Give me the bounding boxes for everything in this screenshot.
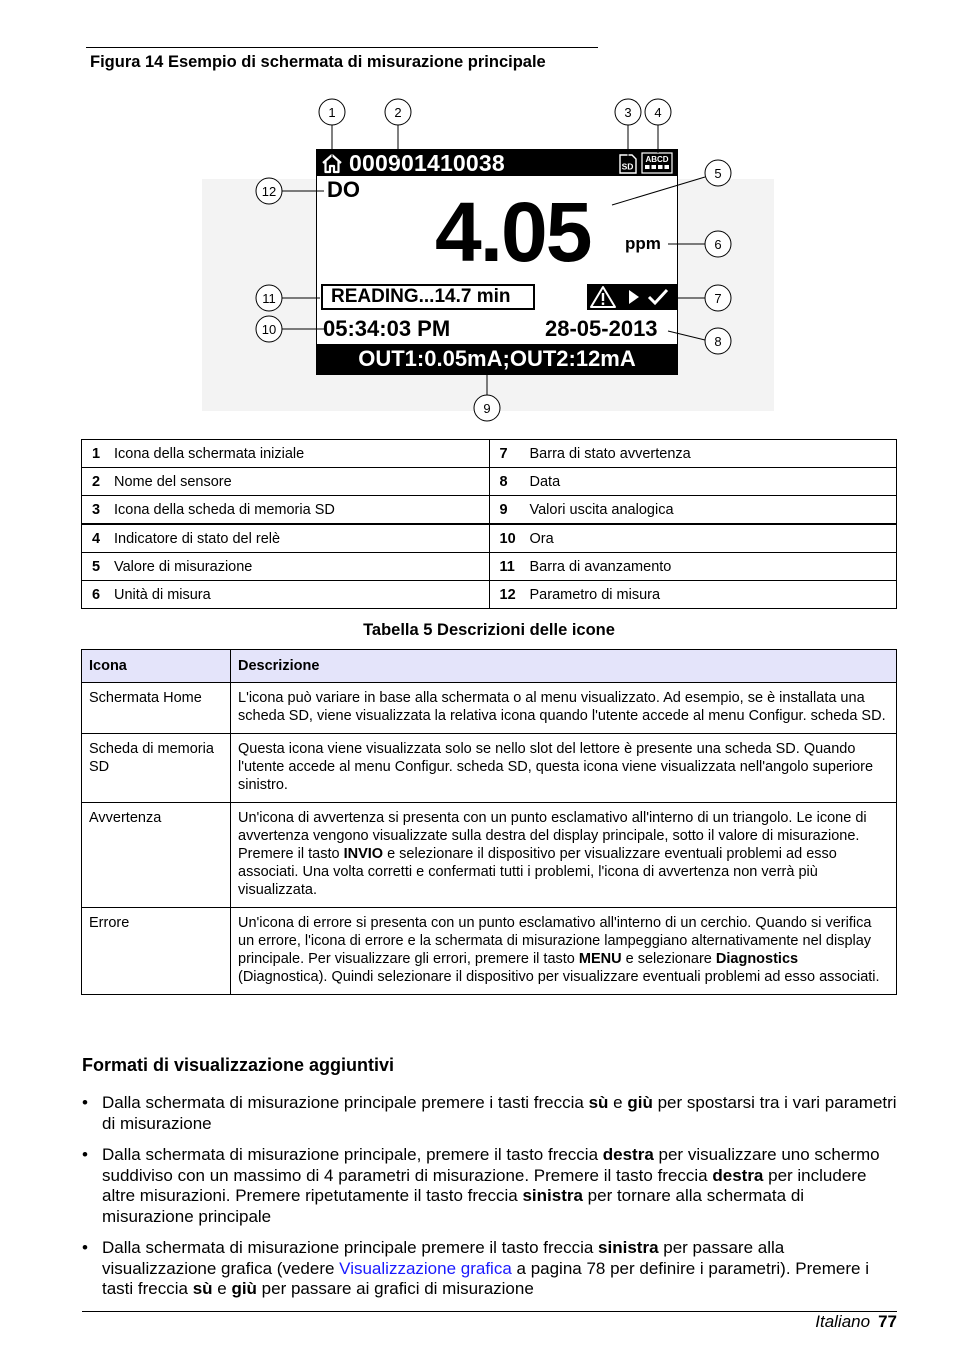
- callout-label: 3: [624, 105, 632, 120]
- text-run: Un'icona di errore si presenta con un punto esclamativo all'interno di un cerchio. Quando si verifica un errore, l'icona di errore e la schermata di misurazione lampeggiano alternativamente nel display principale. Per visualizzare gli errori, premere il tasto: [238, 915, 872, 967]
- legend-cell: [82, 440, 490, 468]
- bold-text: destra: [602, 1145, 654, 1164]
- table-5-title: Tabella 5 Descrizioni delle icone: [363, 621, 615, 639]
- legend-number: 3: [92, 501, 101, 518]
- text-run: Questa icona viene visualizzata solo se nello slot del lettore è presente una scheda SD. Quando l'utente accede al menu Configur. scheda SD, questa icona viene visualizzata nell'angolo superiore sinistro.: [238, 741, 874, 793]
- legend-number: 6: [92, 586, 101, 603]
- legend-number: 5: [92, 558, 101, 575]
- legend-cell: [489, 553, 897, 581]
- bullet-list: [82, 1093, 897, 1311]
- text-run: per passare alla visualizzazione grafica (vedere: [102, 1238, 785, 1278]
- callout-label: 1: [328, 105, 336, 120]
- icon-description-cell: [231, 734, 897, 803]
- cross-reference-link[interactable]: Visualizzazione grafica: [339, 1258, 512, 1278]
- text-run: (Diagnostica). Quindi selezionare il dispositivo per visualizzare eventuali problemi ad esso associati.: [238, 969, 880, 985]
- legend-number: 11: [499, 558, 515, 575]
- callout-label: 5: [714, 166, 722, 181]
- legend-cell: [82, 524, 490, 553]
- legend-table: [81, 439, 897, 609]
- callout-label: 2: [394, 105, 402, 120]
- measurement-parameter: DO: [327, 177, 360, 202]
- text-run: Dalla schermata di misurazione principale premere il tasto freccia: [102, 1238, 599, 1257]
- legend-text: Valore di misurazione: [114, 558, 253, 575]
- icon-description-cell: [231, 803, 897, 908]
- callout-label: 4: [654, 105, 662, 120]
- legend-number: 8: [499, 473, 508, 490]
- legend-cell: [82, 496, 490, 525]
- legend-number: 2: [92, 473, 101, 490]
- bold-text: MENU: [578, 951, 622, 967]
- progress-bar: READING...14.7 min: [321, 284, 535, 310]
- callout-label: 6: [714, 237, 722, 252]
- header-icon: Icona: [82, 650, 231, 683]
- legend-number: 9: [499, 501, 508, 518]
- header-description: Descrizione: [231, 650, 897, 683]
- analog-output-bar: OUT1:0.05mA;OUT2:12mA: [317, 344, 677, 374]
- legend-text: Unità di misura: [114, 586, 211, 603]
- bullet-item: [82, 1093, 897, 1134]
- callout-label: 9: [483, 401, 491, 416]
- bold-text: giù: [231, 1279, 257, 1298]
- bold-text: INVIO: [343, 846, 384, 862]
- icons-table-row: [82, 803, 897, 908]
- icons-table: [81, 649, 897, 995]
- sensor-name: 000901410038: [349, 150, 505, 176]
- legend-row: [82, 553, 897, 581]
- icons-table-row: [82, 683, 897, 734]
- legend-cell: [489, 468, 897, 496]
- legend-cell: [82, 468, 490, 496]
- icons-table-row: [82, 734, 897, 803]
- bold-text: sinistra: [522, 1186, 583, 1205]
- legend-number: 4: [92, 530, 101, 547]
- icon-description-cell: [231, 683, 897, 734]
- legend-cell: [489, 524, 897, 553]
- bold-text: sù: [588, 1093, 609, 1112]
- legend-text: Data: [529, 473, 561, 490]
- bold-text: sinistra: [598, 1238, 659, 1257]
- legend-number: 12: [499, 586, 516, 603]
- callout-overlay: [200, 93, 780, 428]
- legend-text: Parametro di misura: [529, 586, 661, 603]
- icons-table-row: [82, 908, 897, 995]
- text-run: e: [212, 1279, 232, 1298]
- callout-label: 8: [714, 334, 722, 349]
- legend-row: [82, 524, 897, 553]
- callout-label: 7: [714, 291, 722, 306]
- clock-time: 05:34:03 PM: [323, 316, 451, 341]
- measurement-value: 4.05: [435, 185, 591, 279]
- bullet-item: [82, 1145, 897, 1227]
- text-run: e selezionare il dispositivo per visualizzare eventuali problemi ad esso associati. Una volta corretti e confermati tutti i problemi, l'icona di avvertenza non verrà più visualizzata.: [238, 846, 837, 898]
- bold-text: sù: [192, 1279, 213, 1298]
- legend-text: Icona della scheda di memoria SD: [114, 501, 335, 518]
- footer-rule: [82, 1311, 897, 1312]
- text-run: per passare ai grafici di misurazione: [256, 1279, 534, 1298]
- text-run: a pagina 78 per definire i parametri). Premere i tasti freccia: [102, 1258, 869, 1298]
- legend-number: 1: [92, 445, 101, 462]
- legend-text: Barra di stato avvertenza: [529, 445, 691, 462]
- relay-icon-label: ABCD: [645, 155, 669, 164]
- legend-text: Indicatore di stato del relè: [114, 530, 281, 547]
- text-run: Un'icona di avvertenza si presenta con un punto esclamativo all'interno di un triangolo. Le icone di avvertenza vengono visualizzate sulla destra del display principale, sotto il valore di misurazione. Premere il tasto: [238, 810, 867, 862]
- bold-text: Diagnostics: [715, 951, 799, 967]
- text-run: per includere altre misurazioni. Premere ripetutamente il tasto freccia: [102, 1165, 867, 1205]
- text-run: per visualizzare uno schermo suddiviso con un massimo di 4 parametri di misurazione. Premere il tasto freccia: [102, 1145, 880, 1185]
- clock-date: 28-05-2013: [545, 316, 658, 341]
- text-run: Dalla schermata di misurazione principale premere i tasti freccia: [102, 1093, 589, 1112]
- legend-row: [82, 496, 897, 525]
- icon-name-cell: Schermata Home: [82, 683, 231, 734]
- figure-top-rule: [86, 47, 598, 48]
- page-footer: [815, 1312, 897, 1332]
- legend-row: [82, 468, 897, 496]
- legend-text: Icona della schermata iniziale: [114, 445, 305, 462]
- sd-icon-label: SD: [621, 161, 634, 172]
- bold-text: giù: [627, 1093, 653, 1112]
- section-title: Formati di visualizzazione aggiuntivi: [82, 1055, 395, 1075]
- legend-number: 7: [499, 445, 508, 462]
- text-run: L'icona può variare in base alla schermata o al menu visualizzato. Ad esempio, se è installata una scheda SD, viene visualizzata la relativa icona quando l'utente accede al menu Configur. scheda SD.: [238, 690, 886, 724]
- legend-cell: [82, 553, 490, 581]
- measurement-unit: ppm: [625, 234, 661, 253]
- text-run: e: [608, 1093, 628, 1112]
- icon-description-cell: [231, 908, 897, 995]
- legend-text: Barra di avanzamento: [529, 558, 672, 575]
- bold-text: destra: [712, 1165, 764, 1185]
- callout-label: 12: [261, 184, 277, 199]
- figure-title: Figura 14 Esempio di schermata di misurazione principale: [90, 53, 546, 71]
- text-run: per spostarsi tra i vari parametri di misurazione: [102, 1093, 897, 1133]
- legend-cell: [82, 581, 490, 609]
- icons-table-header: [82, 650, 897, 683]
- legend-cell: [489, 440, 897, 468]
- text-run: e selezionare: [621, 951, 716, 967]
- callout-label: 11: [262, 291, 276, 306]
- legend-cell: [489, 581, 897, 609]
- legend-row: [82, 581, 897, 609]
- text-run: per tornare alla schermata di misurazione principale: [102, 1186, 805, 1226]
- legend-text: Valori uscita analogica: [529, 501, 674, 518]
- legend-number: 10: [499, 530, 516, 547]
- icon-name-cell: Scheda di memoria SD: [82, 734, 231, 803]
- text-run: Dalla schermata di misurazione principale, premere il tasto freccia: [102, 1145, 603, 1164]
- legend-text: Nome del sensore: [114, 473, 232, 490]
- icon-name-cell: Errore: [82, 908, 231, 995]
- footer-language: Italiano: [815, 1312, 871, 1331]
- bullet-item: [82, 1238, 897, 1300]
- legend-cell: [489, 496, 897, 525]
- icon-name-cell: Avvertenza: [82, 803, 231, 908]
- legend-text: Ora: [529, 530, 554, 547]
- legend-row: [82, 440, 897, 468]
- measurement-screen-figure: [200, 93, 780, 428]
- callout-label: 10: [261, 322, 277, 337]
- page-number: 77: [878, 1312, 897, 1331]
